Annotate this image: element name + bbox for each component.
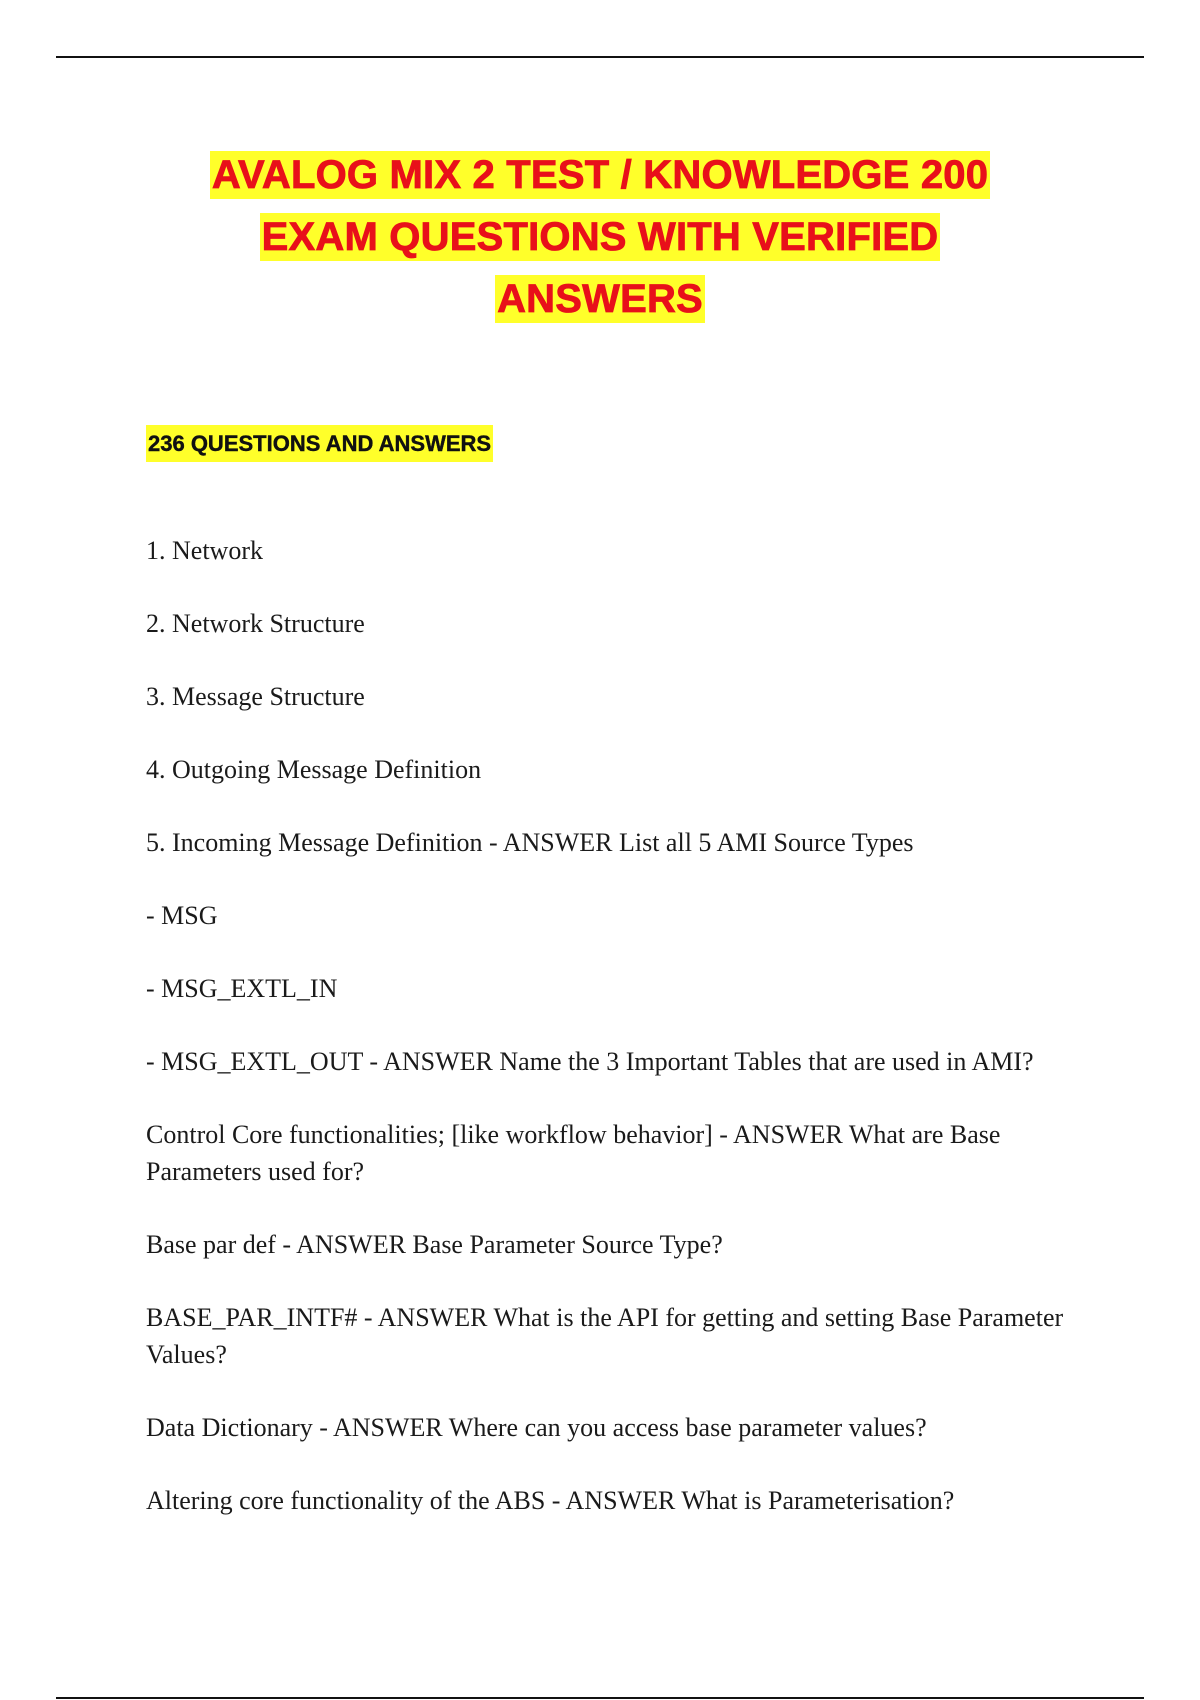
paragraph: Base par def - ANSWER Base Parameter Source Type? xyxy=(146,1230,723,1259)
subtitle-text: 236 QUESTIONS AND ANSWERS xyxy=(146,425,493,462)
bottom-rule xyxy=(56,1697,1144,1699)
document-body xyxy=(146,532,1066,1555)
paragraph: Data Dictionary - ANSWER Where can you access base parameter values? xyxy=(146,1413,927,1442)
top-rule xyxy=(56,56,1144,58)
paragraph: 5. Incoming Message Definition - ANSWER List all 5 AMI Source Types xyxy=(146,828,914,857)
paragraph: - MSG_EXTL_OUT - ANSWER Name the 3 Important Tables that are used in AMI? xyxy=(146,1047,1034,1076)
paragraph: 3. Message Structure xyxy=(146,682,365,711)
title-line-2: EXAM QUESTIONS WITH VERIFIED xyxy=(261,215,939,259)
title-line-3: ANSWERS xyxy=(497,277,703,321)
paragraph: - MSG xyxy=(146,901,218,930)
paragraph: 4. Outgoing Message Definition xyxy=(146,755,482,784)
paragraph: - MSG_EXTL_IN xyxy=(146,974,338,1003)
paragraph: Control Core functionalities; [like workflow behavior] - ANSWER What are Base Parameters used for? xyxy=(146,1120,1001,1186)
document-subtitle xyxy=(146,424,493,464)
paragraph: Altering core functionality of the ABS - ANSWER What is Parameterisation? xyxy=(146,1486,955,1515)
paragraph: 1. Network xyxy=(146,536,263,565)
title-line-1: AVALOG MIX 2 TEST / KNOWLEDGE 200 xyxy=(211,153,989,197)
document-title xyxy=(100,144,1100,330)
paragraph: BASE_PAR_INTF# - ANSWER What is the API for getting and setting Base Parameter Values? xyxy=(146,1303,1064,1369)
paragraph: 2. Network Structure xyxy=(146,609,365,638)
